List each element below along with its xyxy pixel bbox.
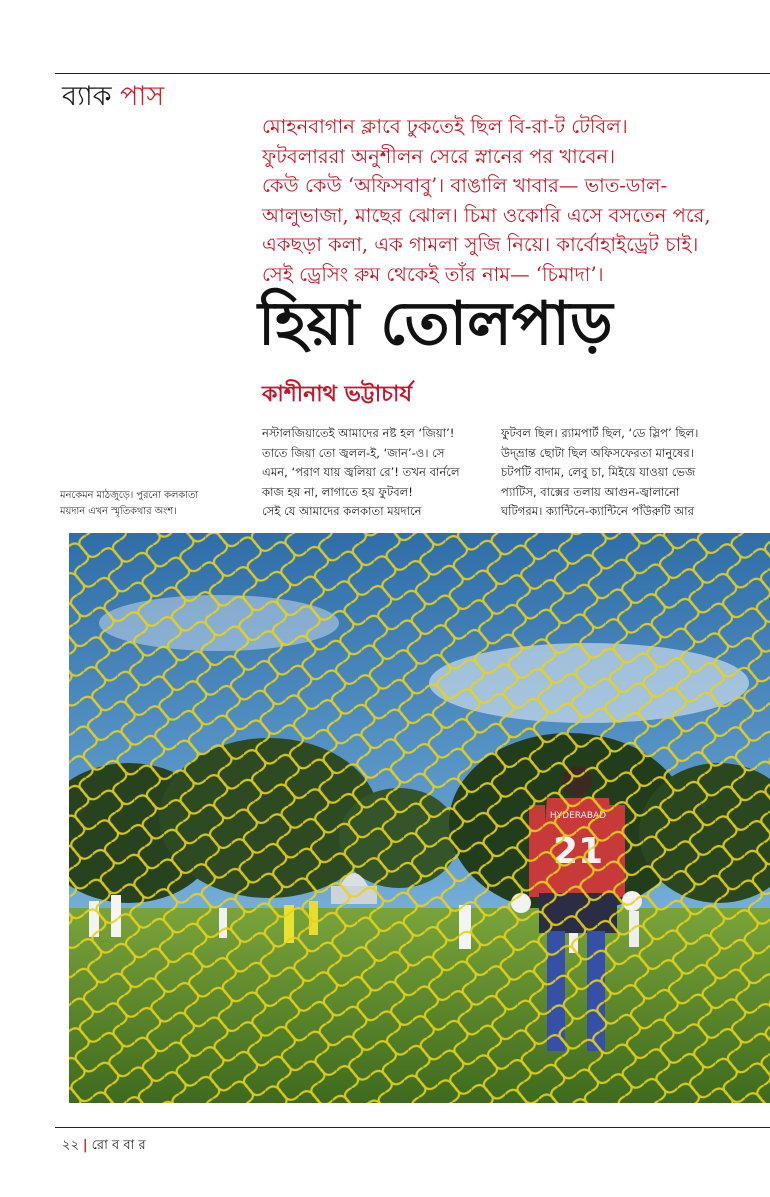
body-line: সেই যে আমাদের কলকাতা ময়দানে [262, 504, 422, 518]
intro-line: ফুটবলাররা অনুশীলন সেরে স্নানের পর খাবেন। [262, 144, 616, 168]
intro-line: মোহনবাগান ক্লাবে ঢুকতেই ছিল বি-রা-ট টেবিল। [262, 115, 628, 138]
body-line: ঘটিগরম। ক্যান্টিনে-ক্যান্টিনে পাঁউরুটি আর [501, 504, 694, 518]
section-label-part2: পাস [120, 81, 165, 112]
football-photo-illustration [69, 533, 770, 1103]
footer-divider: | [82, 1138, 88, 1153]
top-rule [55, 73, 770, 74]
headline: হিয়া তোলপাড় [258, 289, 613, 359]
intro-paragraph [262, 112, 762, 289]
body-column-1 [262, 424, 474, 522]
football-photo [69, 533, 770, 1103]
photo-caption [60, 488, 198, 520]
byline: কাশীনাথ ভট্টাচার্য [262, 382, 413, 407]
body-line: ফুটবল ছিল। র‍্যামপার্ট ছিল, ‘ডে স্লিপ’ ছিল। [501, 426, 699, 440]
caption-line: ময়দান এখন স্মৃতিকথার অংশ। [60, 506, 177, 517]
section-label [62, 80, 164, 114]
intro-line: সেই ড্রেসিং রুম থেকেই তাঁর নাম— ‘চিমাদা’। [262, 262, 604, 286]
body-line: এমন, ‘পরাণ যায় জ্বলিয়া রে’! তখন বার্নলে [262, 465, 460, 479]
body-line: নস্টালজিয়াতেই আমাদের নষ্ট হল ‘জিয়া’! [262, 426, 455, 440]
caption-line: মনকেমন মাঠজুড়ে। পুরনো কলকাতা [60, 490, 199, 501]
magazine-name: রো ব বা র [91, 1138, 146, 1153]
intro-line: একছড়া কলা, এক গামলা সুজি নিয়ে। কার্বোহাইড্রেট চাই। [262, 233, 699, 256]
goal-net [69, 533, 770, 1103]
body-line: কাজ হয় না, লাগাতে হয় ফুটবল! [262, 484, 413, 499]
body-line: চটপটি বাদাম, লেবু চা, মিইয়ে যাওয়া ভেজ [501, 465, 696, 479]
body-line: তাতে জিয়া তো জ্বলল-ই, ‘জান’-ও। সে [262, 445, 445, 460]
section-label-part1: ব্যাক [62, 81, 112, 112]
page-footer [62, 1137, 146, 1155]
intro-line: আলুভাজা, মাছের ঝোল। চিমা ওকোরি এসে বসতেন পরে, [262, 203, 711, 227]
body-line: উদ্‌ভ্রান্ত ছোটা ছিল অফিসফেরতা মানুষের। [501, 445, 694, 460]
bottom-rule [55, 1127, 770, 1128]
body-line: প্যাটিস, বাক্সের তলায় আগুন-জ্বালানো [501, 484, 680, 499]
page-number: ২২ [62, 1138, 79, 1153]
body-column-2 [501, 424, 726, 522]
intro-line: কেউ কেউ ‘অফিসবাবু’। বাঙালি খাবার— ভাত-ডাল- [262, 174, 668, 197]
